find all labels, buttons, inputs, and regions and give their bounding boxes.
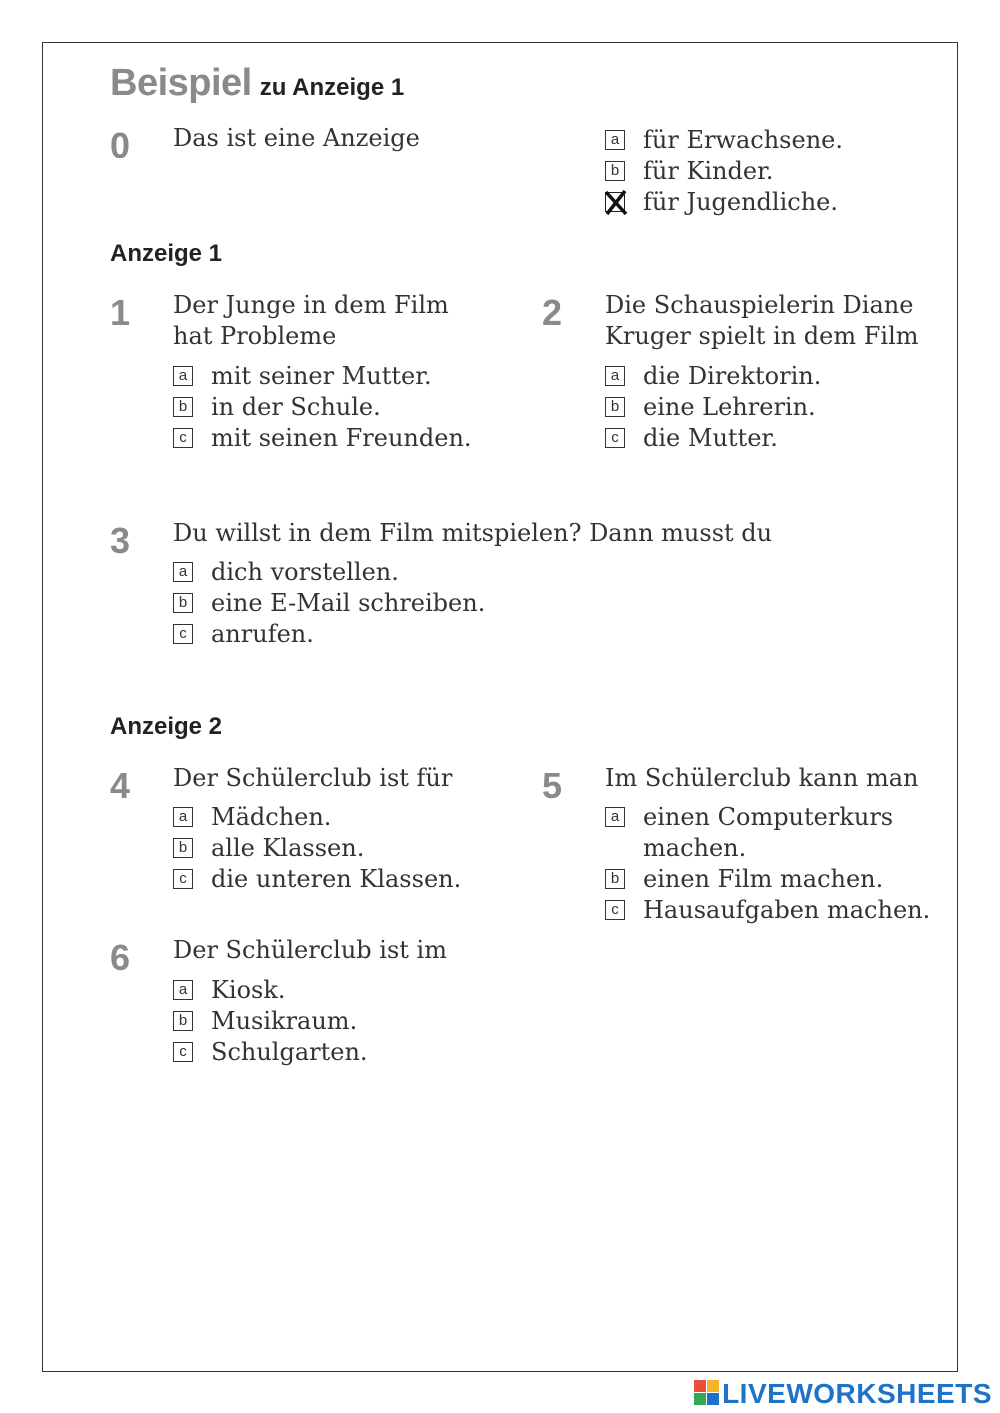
option-text-1b: in der Schule.: [211, 393, 381, 421]
question-4-options: [173, 802, 461, 895]
option-4a[interactable]: [173, 802, 461, 833]
question-stem-4: Der Schülerclub ist für: [173, 764, 453, 792]
checkbox-6c[interactable]: c: [173, 1042, 193, 1062]
question-number-6: 6: [110, 937, 131, 978]
question-1-options: [173, 361, 472, 454]
option-0c[interactable]: [605, 187, 843, 218]
option-5a[interactable]: [605, 802, 930, 833]
liveworksheets-brand-text: LIVEWORKSHEETS: [722, 1378, 992, 1409]
option-0a[interactable]: [605, 125, 843, 156]
option-5b[interactable]: [605, 864, 930, 895]
option-4c[interactable]: [173, 864, 461, 895]
option-3a[interactable]: [173, 557, 485, 588]
question-stem-3: Du willst in dem Film mitspielen? Dann musst du: [173, 519, 773, 547]
question-number-0: 0: [110, 125, 131, 166]
option-4b[interactable]: [173, 833, 461, 864]
checkbox-3b[interactable]: b: [173, 593, 193, 613]
title-subtitle: zu Anzeige 1: [259, 74, 405, 101]
question-3-options: [173, 557, 485, 650]
question-2-options: [605, 361, 821, 454]
checkbox-0c-checked[interactable]: [605, 192, 625, 212]
option-text-6c: Schulgarten.: [211, 1038, 368, 1066]
option-3c[interactable]: [173, 619, 485, 650]
question-number-2: 2: [542, 292, 563, 333]
checkbox-1c[interactable]: c: [173, 428, 193, 448]
page-title: [110, 62, 404, 105]
question-5-options: [605, 802, 930, 926]
option-text-4c: die unteren Klassen.: [211, 865, 462, 893]
option-text-3a: dich vorstellen.: [211, 558, 399, 586]
cross-mark-icon: [603, 189, 629, 217]
option-text-5a-line2: machen.: [643, 834, 747, 862]
checkbox-1a[interactable]: a: [173, 366, 193, 386]
question-stem-1-line1: Der Junge in dem Film: [173, 291, 449, 319]
option-text-6b: Musikraum.: [211, 1007, 358, 1035]
checkbox-1b[interactable]: b: [173, 397, 193, 417]
liveworksheets-logo-icon: [694, 1380, 720, 1406]
question-number-5: 5: [542, 765, 563, 806]
section-anzeige-1: Anzeige 1: [110, 240, 223, 267]
question-stem-2: [605, 290, 919, 352]
option-5c[interactable]: [605, 895, 930, 926]
checkbox-2b[interactable]: b: [605, 397, 625, 417]
option-2b[interactable]: [605, 392, 821, 423]
checkbox-5b[interactable]: b: [605, 869, 625, 889]
option-text-0c: für Jugendliche.: [643, 188, 838, 216]
option-text-0b: für Kinder.: [643, 157, 774, 185]
option-text-3b: eine E-Mail schreiben.: [211, 589, 486, 617]
option-2c[interactable]: [605, 423, 821, 454]
checkbox-3c[interactable]: c: [173, 624, 193, 644]
example-stem: Das ist eine Anzeige: [173, 124, 420, 152]
question-stem-2-line1: Die Schauspielerin Diane: [605, 291, 914, 319]
option-text-0a: für Erwachsene.: [643, 126, 843, 154]
checkbox-2c[interactable]: c: [605, 428, 625, 448]
liveworksheets-logo[interactable]: [694, 1378, 992, 1410]
checkbox-5c[interactable]: c: [605, 900, 625, 920]
question-stem-1-line2: hat Probleme: [173, 322, 337, 350]
option-1c[interactable]: [173, 423, 472, 454]
checkbox-6a[interactable]: a: [173, 980, 193, 1000]
option-3b[interactable]: [173, 588, 485, 619]
option-text-5b: einen Film machen.: [643, 865, 884, 893]
question-number-1: 1: [110, 292, 131, 333]
question-number-4: 4: [110, 765, 131, 806]
checkbox-4a[interactable]: a: [173, 807, 193, 827]
option-6b[interactable]: [173, 1006, 368, 1037]
option-text-4a: Mädchen.: [211, 803, 332, 831]
option-text-5c: Hausaufgaben machen.: [643, 896, 931, 924]
option-text-3c: anrufen.: [211, 620, 314, 648]
question-stem-2-line2: Kruger spielt in dem Film: [605, 322, 919, 350]
option-6a[interactable]: [173, 975, 368, 1006]
checkbox-6b[interactable]: b: [173, 1011, 193, 1031]
checkbox-0b[interactable]: b: [605, 161, 625, 181]
option-text-1c: mit seinen Freunden.: [211, 424, 472, 452]
option-0b[interactable]: [605, 156, 843, 187]
option-1a[interactable]: [173, 361, 472, 392]
question-6-options: [173, 975, 368, 1068]
option-text-2b: eine Lehrerin.: [643, 393, 816, 421]
checkbox-0a[interactable]: a: [605, 130, 625, 150]
option-text-2c: die Mutter.: [643, 424, 778, 452]
option-text-2a: die Direktorin.: [643, 362, 822, 390]
question-number-3: 3: [110, 520, 131, 561]
question-stem-6: Der Schülerclub ist im: [173, 936, 447, 964]
option-text-1a: mit seiner Mutter.: [211, 362, 432, 390]
checkbox-2a[interactable]: a: [605, 366, 625, 386]
title-beispiel: Beispiel: [110, 62, 252, 104]
checkbox-4c[interactable]: c: [173, 869, 193, 889]
option-2a[interactable]: [605, 361, 821, 392]
option-5a-cont: [605, 833, 930, 864]
checkbox-4b[interactable]: b: [173, 838, 193, 858]
option-6c[interactable]: [173, 1037, 368, 1068]
option-text-5a: einen Computerkurs: [643, 803, 894, 831]
option-text-6a: Kiosk.: [211, 976, 286, 1004]
question-stem-1: [173, 290, 449, 352]
example-options: [605, 125, 843, 218]
option-text-4b: alle Klassen.: [211, 834, 365, 862]
checkbox-5a[interactable]: a: [605, 807, 625, 827]
section-anzeige-2: Anzeige 2: [110, 713, 223, 740]
checkbox-3a[interactable]: a: [173, 562, 193, 582]
option-1b[interactable]: [173, 392, 472, 423]
question-stem-5: Im Schülerclub kann man: [605, 764, 919, 792]
